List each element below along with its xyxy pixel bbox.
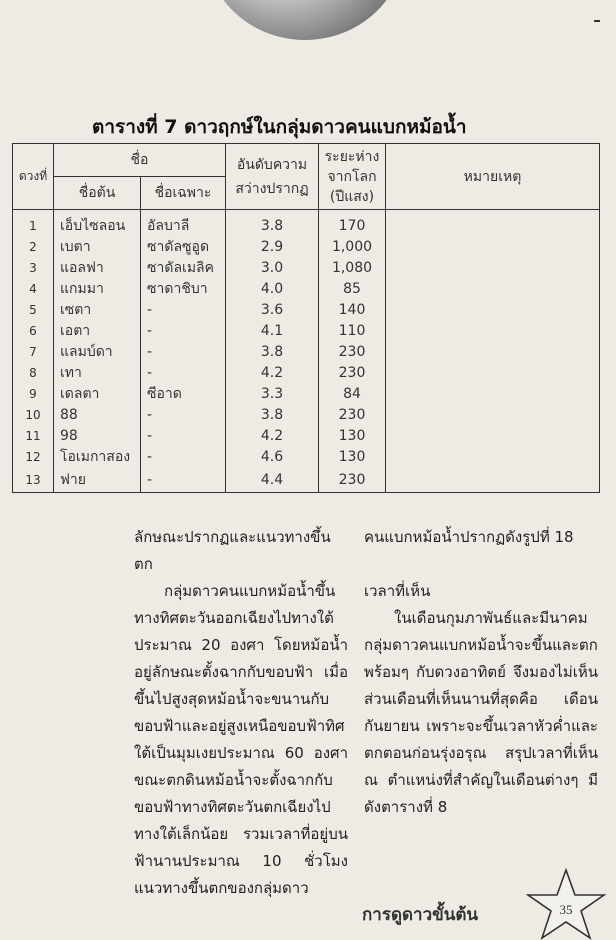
first-name: 98 <box>54 426 141 447</box>
first-name: แลมบ์ดา <box>54 342 141 363</box>
table-row <box>13 426 600 447</box>
stars-table <box>12 143 600 493</box>
row-number: 5 <box>13 300 54 321</box>
row-number: 3 <box>13 258 54 279</box>
row-number: 6 <box>13 321 54 342</box>
remark <box>386 321 600 342</box>
proper-name: ซาดัลเมลิค <box>141 258 226 279</box>
section-heading-appearance: ลักษณะปรากฏและแนวทางขึ้นตก <box>134 528 331 573</box>
table-row <box>13 468 600 493</box>
proper-name: - <box>141 300 226 321</box>
first-name: เดลตา <box>54 384 141 405</box>
magnitude: 3.3 <box>226 384 319 405</box>
magnitude: 2.9 <box>226 237 319 258</box>
proper-name: อัลบาลี <box>141 210 226 238</box>
table-row <box>13 321 600 342</box>
proper-name: - <box>141 363 226 384</box>
first-name: เอ็บไซลอน <box>54 210 141 238</box>
header-remark: หมายเหตุ <box>386 144 600 210</box>
magnitude: 4.1 <box>226 321 319 342</box>
mark <box>594 20 600 22</box>
remark <box>386 384 600 405</box>
distance: 1,080 <box>319 258 386 279</box>
table-row <box>13 342 600 363</box>
row-number: 1 <box>13 210 54 238</box>
distance: 230 <box>319 342 386 363</box>
appearance-paragraph: กลุ่มดาวคนแบกหม้อน้ำขึ้นทางทิศตะวันออกเฉียงไปทางใต้ประมาณ 20 องศา โดยหม้อน้ำอยู่ลักษณะตั้งฉากกับขอบฟ้า เมื่อขึ้นไปสูงสุดหม้อน้ำจะขนานกับขอบฟ้าและอยู่สูงเหนือขอบฟ้าทิศใต้เป็นมุมเงยประมาณ 60 องศา ขณะตกดินหม้อน้ำจะตั้งฉากกับขอบฟ้าทางทิศตะวันตกเฉียงไปทางใต้เล็กน้อย รวมเวลาที่อยู่บนฟ้านานประมาณ 10 ชั่วโมง แนวทางขึ้นตกของกลุ่มดาว <box>134 582 348 897</box>
row-number: 8 <box>13 363 54 384</box>
page-number: 35 <box>559 902 573 917</box>
section-heading-visibility: เวลาที่เห็น <box>364 582 431 600</box>
table-row <box>13 237 600 258</box>
table-row <box>13 363 600 384</box>
header-first-name: ชื่อต้น <box>54 177 141 210</box>
visibility-paragraph: ในเดือนกุมภาพันธ์และมีนาคมกลุ่มดาวคนแบกหม้อน้ำจะขึ้นและตกพร้อมๆ กับดวงอาทิตย์ จึงมองไม่เห็น ส่วนเดือนที่เห็นนานที่สุดคือ เดือนกันยายน เพราะจะขึ้นเวลาหัวค่ำและตกตอนก่อนรุ่งอรุณ สรุปเวลาที่เห็น ณ ตำแหน่งที่สำคัญในเดือนต่างๆ มีดังตารางที่ 8 <box>364 609 598 816</box>
distance: 130 <box>319 447 386 468</box>
table-row <box>13 258 600 279</box>
magnitude: 3.8 <box>226 405 319 426</box>
magnitude: 4.4 <box>226 468 319 493</box>
remark <box>386 426 600 447</box>
remark <box>386 447 600 468</box>
proper-name: - <box>141 426 226 447</box>
first-name: เบตา <box>54 237 141 258</box>
left-column <box>134 524 348 902</box>
proper-name: - <box>141 321 226 342</box>
header-distance: ระยะห่าง จากโลก (ปีแสง) <box>319 144 386 210</box>
book-title: การดูดาวขั้นต้น <box>362 905 479 925</box>
table-title: ตารางที่ 7 ดาวฤกษ์ในกลุ่มดาวคนแบกหม้อน้ำ <box>92 116 467 138</box>
distance: 140 <box>319 300 386 321</box>
proper-name: - <box>141 405 226 426</box>
first-name: โอเมกาสอง <box>54 447 141 468</box>
row-number: 12 <box>13 447 54 468</box>
earth-image <box>205 0 405 40</box>
table-row <box>13 279 600 300</box>
remark <box>386 258 600 279</box>
right-column <box>364 524 598 821</box>
magnitude: 3.8 <box>226 210 319 238</box>
remark <box>386 300 600 321</box>
header-name: ชื่อ <box>54 144 226 177</box>
distance: 84 <box>319 384 386 405</box>
row-number: 7 <box>13 342 54 363</box>
distance: 230 <box>319 405 386 426</box>
distance: 1,000 <box>319 237 386 258</box>
distance: 170 <box>319 210 386 238</box>
magnitude: 4.0 <box>226 279 319 300</box>
distance: 130 <box>319 426 386 447</box>
table-row <box>13 405 600 426</box>
remark <box>386 210 600 238</box>
magnitude: 3.8 <box>226 342 319 363</box>
distance: 110 <box>319 321 386 342</box>
proper-name: ซาดาชิบา <box>141 279 226 300</box>
remark <box>386 279 600 300</box>
first-name: เซตา <box>54 300 141 321</box>
table-row <box>13 300 600 321</box>
magnitude: 4.2 <box>226 363 319 384</box>
remark <box>386 405 600 426</box>
proper-name: ซาดัลซูอูด <box>141 237 226 258</box>
proper-name: - <box>141 468 226 493</box>
table-row <box>13 210 600 238</box>
first-name: แอลฟา <box>54 258 141 279</box>
continuation-text: คนแบกหม้อน้ำปรากฏดังรูปที่ 18 <box>364 528 574 546</box>
first-name: เทา <box>54 363 141 384</box>
proper-name: ซีอาด <box>141 384 226 405</box>
distance: 230 <box>319 363 386 384</box>
row-number: 11 <box>13 426 54 447</box>
distance: 85 <box>319 279 386 300</box>
header-no: ดวงที่ <box>13 144 54 210</box>
distance: 230 <box>319 468 386 493</box>
header-proper-name: ชื่อเฉพาะ <box>141 177 226 210</box>
header-magnitude: อันดับความ สว่างปรากฏ <box>226 144 319 210</box>
first-name: แกมมา <box>54 279 141 300</box>
row-number: 4 <box>13 279 54 300</box>
row-number: 9 <box>13 384 54 405</box>
magnitude: 4.6 <box>226 447 319 468</box>
magnitude: 3.0 <box>226 258 319 279</box>
table-row <box>13 447 600 468</box>
proper-name: - <box>141 447 226 468</box>
magnitude: 3.6 <box>226 300 319 321</box>
table-row <box>13 384 600 405</box>
star-icon <box>526 868 606 940</box>
first-name: เอตา <box>54 321 141 342</box>
row-number: 13 <box>13 468 54 493</box>
proper-name: - <box>141 342 226 363</box>
first-name: ฟาย <box>54 468 141 493</box>
row-number: 10 <box>13 405 54 426</box>
magnitude: 4.2 <box>226 426 319 447</box>
remark <box>386 363 600 384</box>
remark <box>386 468 600 493</box>
first-name: 88 <box>54 405 141 426</box>
row-number: 2 <box>13 237 54 258</box>
remark <box>386 237 600 258</box>
remark <box>386 342 600 363</box>
